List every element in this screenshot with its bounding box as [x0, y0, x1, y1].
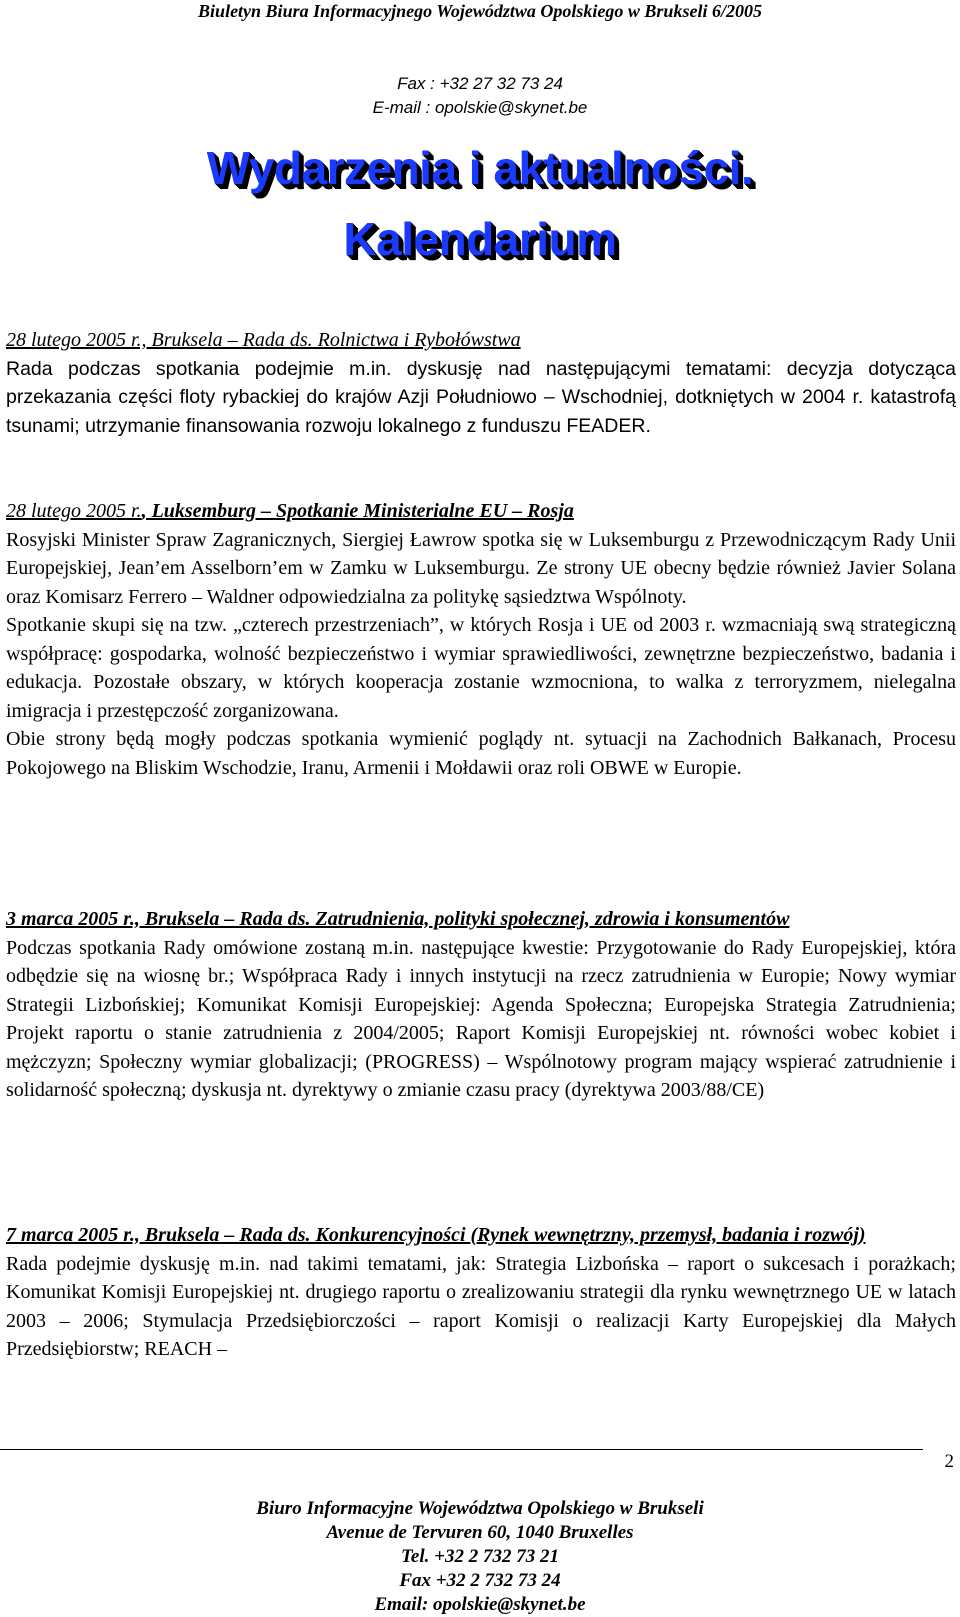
page-title: Wydarzenia i aktualności. [206, 142, 754, 194]
footer-phone: Tel. +32 2 732 73 21 [401, 1546, 559, 1567]
event-description: Spotkanie skupi się na tzw. „czterech przestrzeniach”, w których Rosja i UE od 2003 r. wzmacniają swą strategiczną współpracę: gospodarka, wolność bezpieczeństwo i wymiar sprawiedliwości, zewnętrzne bezpieczeństwo, badania i edukacja. Pozostałe obszary, w których kooperacja zostanie wzmocniona, to walka z terroryzmem, nielegalna imigracja i przestępczość zorganizowana. [6, 614, 956, 722]
event-section-competitiveness [6, 1221, 956, 1364]
contact-fax: Fax : +32 27 32 73 24 [397, 74, 563, 93]
footer-address: Avenue de Tervuren 60, 1040 Bruxelles [326, 1522, 634, 1543]
event-heading: 7 marca 2005 r., Bruksela – Rada ds. Konkurencyjności (Rynek wewnętrzny, przemysł, badania i rozwój) [6, 1224, 866, 1246]
event-description: Rada podczas spotkania podejmie m.in. dyskusję nad następującymi tematami: decyzja dotycząca przekazania części floty rybackiej do krajów Azji Południowo – Wschodniej, dotkniętych w 2004 r. katastrofą tsunami; utrzymanie finansowania rozwoju lokalnego z funduszu FEADER. [6, 357, 956, 437]
event-description: Rada podejmie dyskusję m.in. nad takimi tematami, jak: Strategia Lizbońska – raport o sukcesach i porażkach; Komunikat Komisji Europejskiej nt. drugiego raportu o zrealizowaniu strategii dla rynku wewnętrznego UE w latach 2003 – 2006; Stymulacja Przedsiębiorczości – raport Komisji o realizacji Karty Europejskiej dla Małych Przedsiębiorstw; REACH – [6, 1252, 956, 1360]
contact-email: E-mail : opolskie@skynet.be [372, 98, 588, 117]
event-heading: 3 marca 2005 r., Bruksela – Rada ds. Zatrudnienia, polityki społecznej, zdrowia i konsumentów [6, 908, 790, 930]
event-section-agriculture [6, 326, 956, 440]
page-number: 2 [944, 1451, 954, 1472]
event-section-eu-russia [6, 497, 956, 782]
page-subtitle: Kalendarium [343, 213, 617, 265]
running-header: Biuletyn Biura Informacyjnego Województwa Opolskiego w Brukseli 6/2005 [198, 1, 762, 21]
footer-fax: Fax +32 2 732 73 24 [399, 1570, 561, 1591]
event-description: Rosyjski Minister Spraw Zagranicznych, Siergiej Ławrow spotka się w Luksemburgu z Przewodniczącym Rady Unii Europejskiej, Jean’em Asselborn’em w Zamku w Luksemburgu. Ze strony UE obecny będzie również Javier Solana oraz Komisarz Ferrero – Waldner odpowiedzialna za politykę sąsiedztwa Wspólnoty. [6, 528, 956, 608]
event-heading: 28 lutego 2005 r., Luksemburg – Spotkanie Ministerialne EU – Rosja [6, 500, 574, 522]
event-description: Podczas spotkania Rady omówione zostaną m.in. następujące kwestie: Przygotowanie do Rady Europejskiej, która odbędzie się na wiosnę br.; Współpraca Rady i innych instytucji na rzecz zatrudnienia w Europie; Nowy wymiar Strategii Lizbońskiej; Komunikat Komisji Europejskiej: Agenda Społeczna; Europejska Strategia Zatrudnienia; Projekt raportu o stanie zatrudnienia z 2004/2005; Raport Komisji Europejskiej nt. równości wobec kobiet i mężczyzn; Społeczny wymiar globalizacji; (PROGRESS) – Wspólnotowy program mający wspierać zatrudnienie i solidarność społeczną; dyskusja nt. dyrektywy o zmianie czasu pracy (dyrektywa 2003/88/CE) [6, 936, 956, 1101]
footer-office-name: Biuro Informacyjne Województwa Opolskiego w Brukseli [256, 1498, 704, 1519]
footer-email: Email: opolskie@skynet.be [374, 1594, 586, 1615]
event-description: Obie strony będą mogły podczas spotkania wymienić poglądy nt. sytuacji na Zachodnich Bałkanach, Procesu Pokojowego na Bliskim Wschodzie, Iranu, Armenii i Mołdawii oraz roli OBWE w Europie. [6, 728, 956, 779]
event-section-employment [6, 905, 956, 1105]
event-heading: 28 lutego 2005 r., Bruksela – Rada ds. Rolnictwa i Rybołówstwa [6, 329, 521, 351]
footer-divider [0, 1449, 923, 1450]
